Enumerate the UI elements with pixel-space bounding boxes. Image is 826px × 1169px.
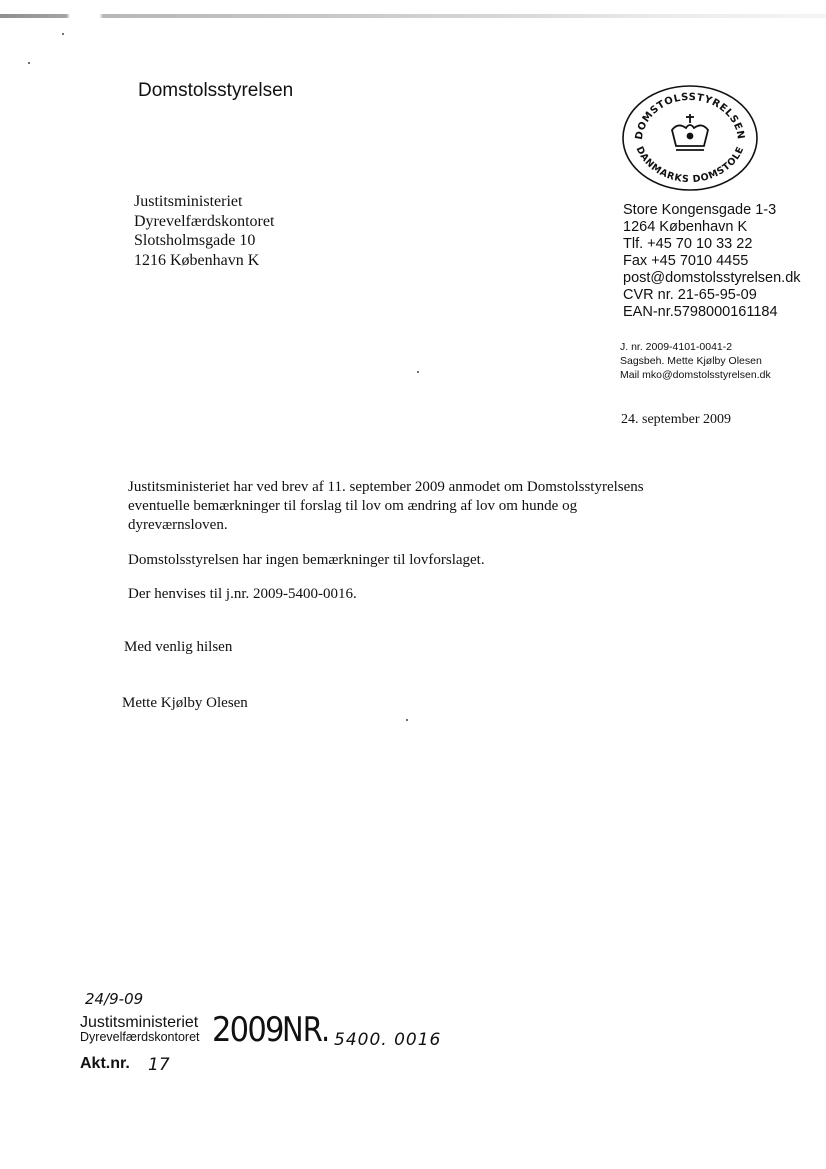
seal-top-text: DOMSTOLSSTYRELSEN: [633, 91, 747, 141]
recipient-line: Slotsholmsgade 10: [134, 232, 256, 249]
letter-date: 24. september 2009: [621, 412, 732, 427]
body-paragraph: Domstolsstyrelsen har ingen bemærkninger til lovforslaget.: [128, 552, 485, 568]
scan-speck: [417, 371, 419, 373]
closing-salutation: Med venlig hilsen: [124, 639, 233, 655]
handwritten-case-number: 5400. 0016: [334, 1030, 442, 1050]
contact-line: Fax +45 7010 4455: [623, 253, 749, 269]
recipient-line: 1216 København K: [134, 251, 260, 269]
scan-speck: [62, 33, 64, 35]
scan-speck: [406, 719, 408, 721]
crown-icon: [672, 114, 708, 150]
signer-name: Mette Kjølby Olesen: [122, 695, 248, 711]
recipient-address: [134, 192, 274, 270]
contact-line: Store Kongensgade 1-3: [623, 202, 777, 218]
stamp-nr-label: NR.: [282, 1010, 330, 1050]
contact-line: CVR nr. 21-65-95-09: [623, 287, 757, 303]
stamp-akt-label: Akt.nr.: [80, 1055, 130, 1072]
stamp-org-line: Dyrevelfærdskontoret: [80, 1030, 200, 1044]
contact-line: 1264 København K: [623, 219, 748, 235]
court-seal: [620, 84, 760, 194]
stamp-year: 2009: [212, 1010, 283, 1050]
seal-bottom-text: DANMARKS DOMSTOLE: [633, 144, 747, 186]
contact-block: [623, 202, 801, 321]
receipt-stamp-org: [80, 1016, 200, 1044]
scan-speck: [28, 62, 30, 64]
body-paragraph: Justitsministeriet har ved brev af 11. september 2009 anmodet om Domstolsstyrelsens eventuelle bemærkninger til forslag til lov om ændring af lov om hunde og dyreværnsloven.: [128, 479, 644, 533]
handwritten-receipt-date: 24/9-09: [85, 990, 144, 1008]
recipient-line: Justitsministeriet: [134, 193, 243, 210]
case-handler-email: Mail mko@domstolsstyrelsen.dk: [620, 369, 771, 381]
sender-name: Domstolsstyrelsen: [138, 80, 294, 101]
contact-email: post@domstolsstyrelsen.dk: [623, 270, 801, 286]
recipient-line: Dyrevelfærdskontoret: [134, 212, 275, 230]
case-handler: Sagsbeh. Mette Kjølby Olesen: [620, 355, 762, 367]
reference-block: [620, 340, 771, 382]
handwritten-akt-number: 17: [148, 1055, 170, 1075]
contact-line: EAN-nr.5798000161184: [623, 304, 778, 320]
journal-number: J. nr. 2009-4101-0041-2: [620, 341, 733, 353]
contact-line: Tlf. +45 70 10 33 22: [623, 236, 753, 252]
body-paragraph: Der henvises til j.nr. 2009-5400-0016.: [128, 586, 357, 602]
scan-artifact-line: [0, 14, 826, 18]
stamp-org-line: Justitsministeriet: [80, 1014, 199, 1031]
